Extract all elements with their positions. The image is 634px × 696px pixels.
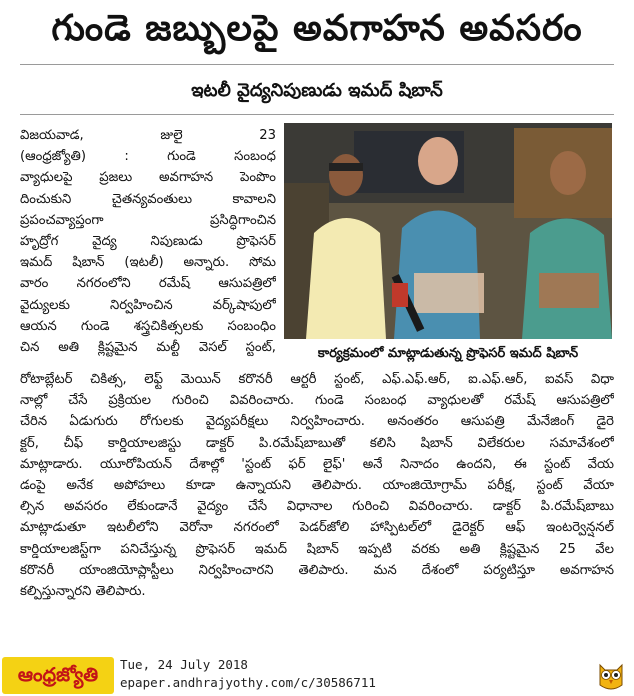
article-left-line: చిన అతి క్లిష్టమైన మల్టీ వెసల్ స్టంట్, [20, 339, 276, 355]
article-full-line: డంపై అనేక అపోహలు కూడా ఉన్నాయని తెలిపారు. యాంజియోగ్రామ్ పరీక్ష, స్టంట్ వేయా [20, 477, 614, 493]
edition-date: Tue, 24 July 2018 [120, 657, 248, 672]
article-left-line: విజయవాడ, జులై 23 [20, 128, 276, 143]
owl-mascot-icon [596, 659, 626, 693]
article-left-line: వైద్యులకు నిర్వహించిన వర్క్‌షాపులో [20, 297, 276, 313]
epaper-url[interactable]: epaper.andhrajyothy.com/c/30586711 [120, 675, 376, 690]
article-left-line: ఇమద్ షిబాన్ (ఇటలీ) అన్నారు. సోమ [20, 255, 276, 271]
article-full-line: మాట్లాడుతూ ఇటలీలోని వెరోనా నగరంలో పెడర్‌జోలి హాస్పిటల్‌లో డైరెక్టర్ ఆఫ్ ఇంటర్వెన్షనల్ [20, 520, 614, 536]
news-photo [284, 123, 612, 339]
article-full-line: ల్సిన అవసరం లేకుండానే వైద్యం చేసే విధానాల గురించి వివరించారు. డాక్టర్ పి.రమేష్‌బాబు [20, 499, 614, 515]
article-body-full [20, 369, 614, 602]
headline: గుండె జబ్బులపై అవగాహన అవసరం [51, 8, 583, 49]
article-full-line: రోటాబ్లేటర్ చికిత్స, లెఫ్ట్ మెయిన్ కరొనరీ ఆర్టరీ స్టంట్, ఎఫ్.ఎఫ్.ఆర్, ఐ.ఎఫ్.ఆర్, ఐవస్ విధా [20, 372, 614, 387]
photo-illustration [284, 123, 612, 339]
divider-bottom [20, 114, 614, 115]
article-full-line: మాట్లాడారు. యూరోపియన్ దేశాల్లో 'స్టంట్ ఫర్ లైఫ్' అనే నినాదం ఉందని, ఈ స్టంట్ వేయ [20, 456, 614, 472]
article-full-line: నాల్లో చేసే ప్రక్రియల గురించి వివరించారు. గుండె సంబంధ వ్యాధులతో రమేష్ ఆసుపత్రిలో [20, 393, 614, 409]
article-left-line: ఆయన గుండె శస్త్రచికిత్సలకు సంబంధిం [20, 318, 276, 334]
article-left-line: హృద్రోగ వైద్య నిపుణుడు ప్రొఫెసర్ [20, 233, 276, 249]
article-full-line: కరొనరీ యాంజియోప్లాస్టీలు నిర్వహించారని తెలిపారు. మన దేశంలో పర్యటిస్తూ అవగాహన [20, 562, 614, 578]
article-left-line: వారం నగరంలోని రమేష్ ఆసుపత్రిలో [20, 276, 276, 292]
article-left-line: ప్రపంచవ్యాప్తంగా ప్రసిద్ధిగాంచిన [20, 212, 276, 228]
article-full-line: కార్డియాలజిస్ట్‌గా పనిచేస్తున్న ప్రొఫెసర్ ఇమద్ షిబాన్ ఇప్పటి వరకు అతి క్లిష్టమైన 25 వేల [20, 541, 614, 557]
article-full-line: క్టర్, చీఫ్ కార్డియాలజిస్టు డాక్టర్ పి.రమేష్‌బాబుతో కలిసి షిబాన్ విలేకరుల సమావేశంలో [20, 435, 614, 451]
divider-top [20, 64, 614, 65]
photo-caption: కార్యక్రమంలో మాట్లాడుతున్న ప్రొఫెసర్ ఇమద్ షిబాన్ [317, 346, 579, 361]
article-body-left [20, 125, 276, 358]
subheadline: ఇటలీ వైద్యనిపుణుడు ఇమద్ షిబాన్ [191, 80, 443, 101]
article-left-line: (ఆంధ్రజ్యోతి) : గుండె సంబంధ [20, 149, 276, 165]
logo-text: ఆంధ్రజ్యోతి [17, 664, 99, 686]
article-left-line: దించుకుని చైతన్యవంతులు కావాలని [20, 191, 276, 207]
article-full-line: కల్పిస్తున్నారని తెలిపారు. [20, 583, 146, 599]
article-left-line: వ్యాధులపై ప్రజలు అవగాహన పెంపొం [20, 170, 276, 186]
article-full-line: చేరిన ఏడుగురు రోగులకు వైద్యపరీక్షలు నిర్వహించారు. అనంతరం ఆసుపత్రి మేనేజింగ్ డైరె [20, 414, 614, 430]
